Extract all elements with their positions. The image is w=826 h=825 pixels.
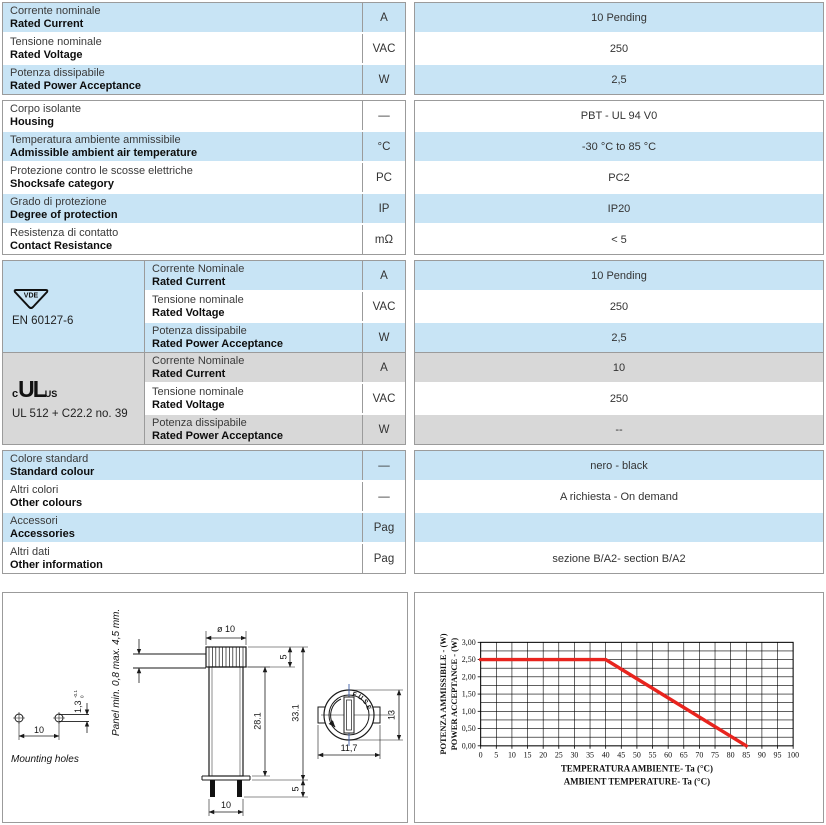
- dim-cap-diameter: ø 10: [216, 624, 236, 634]
- table-row: [3, 101, 405, 132]
- svg-text:25: 25: [554, 750, 563, 760]
- svg-text:70: 70: [695, 750, 704, 760]
- svg-text:2,00: 2,00: [461, 672, 476, 682]
- label-english: Housing: [10, 115, 54, 128]
- ul-value-group: [415, 353, 823, 444]
- technical-drawing: [3, 593, 407, 822]
- ul-logo-us: US: [44, 388, 58, 399]
- unit-cell: VAC: [362, 292, 405, 321]
- dim-front-width: 11,7: [340, 743, 358, 753]
- table-row: [3, 194, 405, 225]
- table-row: [3, 544, 405, 573]
- row-label: [145, 292, 362, 321]
- table-row: [3, 65, 405, 94]
- approvals-table-labels: [2, 260, 406, 445]
- unit-cell: —: [362, 101, 405, 130]
- label-english: Rated Current: [10, 17, 84, 30]
- svg-text:15: 15: [523, 750, 532, 760]
- unit-cell: A: [362, 3, 405, 32]
- dim-total-height: 33.1: [290, 704, 301, 722]
- ul-standard: UL 512 + C22.2 no. 39: [12, 407, 128, 420]
- table-row: [145, 415, 405, 444]
- row-label: [3, 101, 362, 130]
- label-italian: Altri dati: [10, 546, 50, 558]
- unit-cell: IP: [362, 194, 405, 223]
- unit-cell: mΩ: [362, 225, 405, 254]
- value-cell: IP20: [415, 194, 823, 225]
- vde-logo: [12, 286, 50, 312]
- label-english: Rated Voltage: [152, 306, 225, 319]
- svg-text:85: 85: [742, 750, 751, 760]
- vde-value-group: [415, 261, 823, 352]
- row-label: [3, 225, 362, 254]
- label-italian: Potenza dissipabile: [152, 417, 247, 429]
- table-row: [3, 451, 405, 482]
- label-italian: Resistenza di contatto: [10, 227, 119, 239]
- table-row: [3, 482, 405, 513]
- label-italian: Tensione nominale: [152, 386, 244, 398]
- svg-text:30: 30: [570, 750, 579, 760]
- svg-text:50: 50: [632, 750, 641, 760]
- label-english: Rated Voltage: [10, 48, 83, 61]
- dim-cap-height: 5: [278, 654, 289, 660]
- row-label: [3, 65, 362, 94]
- y-axis-label-italian: POTENZA AMMISSIBILE - (W): [437, 633, 448, 755]
- value-cell: 10 Pending: [415, 261, 823, 292]
- value-cell: A richiesta - On demand: [415, 482, 823, 513]
- label-english: Standard colour: [10, 465, 95, 478]
- x-axis-label-italian: TEMPERATURA AMBIENTE- Ta (°C): [560, 763, 713, 774]
- dim-slot-width: [73, 690, 85, 713]
- unit-cell: VAC: [362, 384, 405, 413]
- svg-text:60: 60: [664, 750, 673, 760]
- row-label: [3, 513, 362, 542]
- svg-text:65: 65: [679, 750, 688, 760]
- ul-approval-group: [3, 353, 405, 444]
- approvals-table-values: [414, 260, 824, 445]
- table-row: [3, 163, 405, 194]
- row-label: [145, 323, 362, 352]
- label-italian: Temperatura ambiente ammissibile: [10, 134, 181, 146]
- value-cell: PBT - UL 94 V0: [415, 101, 823, 132]
- row-label: [3, 482, 362, 511]
- unit-cell: PC: [362, 163, 405, 192]
- info-table-values: [414, 450, 824, 574]
- label-italian: Protezione contro le scosse elettriche: [10, 165, 193, 177]
- svg-text:80: 80: [726, 750, 735, 760]
- label-italian: Accessori: [10, 515, 58, 527]
- dim-mounting-spacing: 10: [33, 725, 45, 735]
- value-cell: 250: [415, 292, 823, 323]
- mounting-holes-label: Mounting holes: [11, 754, 79, 765]
- characteristics-table-values: [414, 100, 824, 255]
- panel-section: [133, 639, 206, 683]
- row-label: [145, 415, 362, 444]
- row-label: [3, 451, 362, 480]
- row-label: [145, 261, 362, 290]
- dim-body-height: 28.1: [252, 712, 263, 730]
- value-cell: nero - black: [415, 451, 823, 482]
- table-row: [145, 353, 405, 384]
- label-english: Admissible ambient air temperature: [10, 146, 198, 159]
- svg-text:0,50: 0,50: [461, 724, 476, 734]
- fuse-label: FUSE: [351, 691, 373, 713]
- unit-cell: —: [362, 451, 405, 480]
- unit-cell: —: [362, 482, 405, 511]
- slot-tolerance-lower: 0: [79, 695, 85, 698]
- ul-rows: [145, 353, 405, 444]
- table-row: [3, 132, 405, 163]
- ratings-table-labels: [2, 2, 406, 95]
- value-cell: sezione B/A2- section B/A2: [415, 544, 823, 573]
- label-english: Accessories: [10, 527, 75, 540]
- value-cell: PC2: [415, 163, 823, 194]
- characteristics-table-labels: [2, 100, 406, 255]
- info-table-labels: [2, 450, 406, 574]
- svg-text:10: 10: [507, 750, 516, 760]
- unit-cell: °C: [362, 132, 405, 161]
- label-italian: Altri colori: [10, 484, 59, 496]
- svg-text:0: 0: [478, 750, 483, 760]
- label-italian: Potenza dissipabile: [10, 67, 105, 79]
- label-english: Rated Power Acceptance: [152, 337, 284, 350]
- value-cell: 250: [415, 34, 823, 65]
- label-italian: Potenza dissipabile: [152, 325, 247, 337]
- derating-chart-box: [414, 592, 824, 823]
- label-english: Degree of protection: [10, 208, 118, 221]
- slot-tolerance-upper: -0.1: [73, 690, 78, 698]
- value-cell: [415, 513, 823, 544]
- vde-logo-cell: [3, 261, 145, 352]
- unit-cell: W: [362, 65, 405, 94]
- label-italian: Corpo isolante: [10, 103, 81, 115]
- fuseholder-side-view: [202, 647, 250, 797]
- svg-text:1,50: 1,50: [461, 689, 476, 699]
- unit-cell: W: [362, 415, 405, 444]
- svg-text:55: 55: [648, 750, 657, 760]
- unit-cell: Pag: [362, 544, 405, 573]
- value-cell: 10: [415, 353, 823, 384]
- value-cell: 250: [415, 384, 823, 415]
- row-label: [3, 194, 362, 223]
- vde-standard: EN 60127-6: [12, 315, 74, 327]
- table-row: [145, 323, 405, 352]
- ul-logo-cell: [3, 353, 145, 444]
- ratings-table-values: [414, 2, 824, 95]
- row-label: [3, 163, 362, 192]
- svg-text:75: 75: [711, 750, 720, 760]
- svg-text:40: 40: [601, 750, 610, 760]
- ul-logo-mark: UL: [18, 375, 45, 402]
- ul-logo: [12, 375, 144, 405]
- panel-note: Panel min. 0,8 max. 4,5 mm.: [111, 608, 122, 736]
- svg-text:3,00: 3,00: [461, 637, 476, 647]
- row-label: [145, 353, 362, 382]
- label-italian: Corrente Nominale: [152, 355, 245, 367]
- label-english: Rated Current: [152, 275, 226, 288]
- label-italian: Corrente nominale: [10, 5, 101, 17]
- technical-drawing-box: [2, 592, 408, 823]
- svg-text:1,00: 1,00: [461, 706, 476, 716]
- row-label: [145, 384, 362, 413]
- label-italian: Tensione nominale: [10, 36, 102, 48]
- x-axis-label-english: AMBIENT TEMPERATURE- Ta (°C): [563, 776, 711, 787]
- label-english: Rated Voltage: [152, 398, 225, 411]
- table-row: [145, 261, 405, 292]
- dim-front-height: 13: [386, 709, 397, 721]
- value-cell: 2,5: [415, 323, 823, 352]
- row-label: [3, 132, 362, 161]
- derating-chart: [415, 593, 823, 822]
- table-row: [145, 384, 405, 415]
- svg-text:0,00: 0,00: [461, 741, 476, 751]
- label-english: Contact Resistance: [10, 239, 113, 252]
- label-italian: Grado di protezione: [10, 196, 107, 208]
- chart-grid-and-line: [462, 638, 799, 760]
- vde-logo-text: VDE: [23, 292, 39, 300]
- unit-cell: Pag: [362, 513, 405, 542]
- value-cell: --: [415, 415, 823, 444]
- label-english: Shocksafe category: [10, 177, 114, 190]
- label-english: Rated Power Acceptance: [152, 429, 284, 442]
- ul-logo-c: c: [12, 387, 19, 400]
- value-cell: 2,5: [415, 65, 823, 94]
- label-italian: Colore standard: [10, 453, 89, 465]
- dim-base-width: 10: [220, 800, 232, 810]
- svg-text:45: 45: [617, 750, 626, 760]
- value-cell: < 5: [415, 225, 823, 254]
- svg-text:5: 5: [494, 750, 499, 760]
- unit-cell: VAC: [362, 34, 405, 63]
- label-english: Other colours: [10, 496, 83, 509]
- unit-cell: W: [362, 323, 405, 352]
- unit-cell: A: [362, 261, 405, 290]
- label-english: Rated Current: [152, 367, 226, 380]
- dim-terminal-height: 5: [290, 786, 301, 792]
- row-label: [3, 34, 362, 63]
- table-row: [3, 34, 405, 65]
- table-row: [3, 513, 405, 544]
- svg-text:95: 95: [773, 750, 782, 760]
- svg-text:90: 90: [757, 750, 766, 760]
- label-italian: Corrente Nominale: [152, 263, 245, 275]
- value-cell: 10 Pending: [415, 3, 823, 34]
- svg-text:1,3: 1,3: [73, 700, 83, 713]
- row-label: [3, 544, 362, 573]
- unit-cell: A: [362, 353, 405, 382]
- table-row: [3, 3, 405, 34]
- table-row: [145, 292, 405, 323]
- svg-text:100: 100: [787, 750, 800, 760]
- label-english: Rated Power Acceptance: [10, 79, 142, 92]
- table-row: [3, 225, 405, 254]
- row-label: [3, 3, 362, 32]
- label-italian: Tensione nominale: [152, 294, 244, 306]
- value-cell: -30 °C to 85 °C: [415, 132, 823, 163]
- label-english: Other information: [10, 558, 103, 571]
- svg-text:2,50: 2,50: [461, 655, 476, 665]
- svg-text:35: 35: [586, 750, 595, 760]
- vde-rows: [145, 261, 405, 352]
- vde-approval-group: [3, 261, 405, 352]
- y-axis-label-english: POWER ACCEPTANCE - (W): [448, 637, 459, 751]
- svg-text:20: 20: [539, 750, 548, 760]
